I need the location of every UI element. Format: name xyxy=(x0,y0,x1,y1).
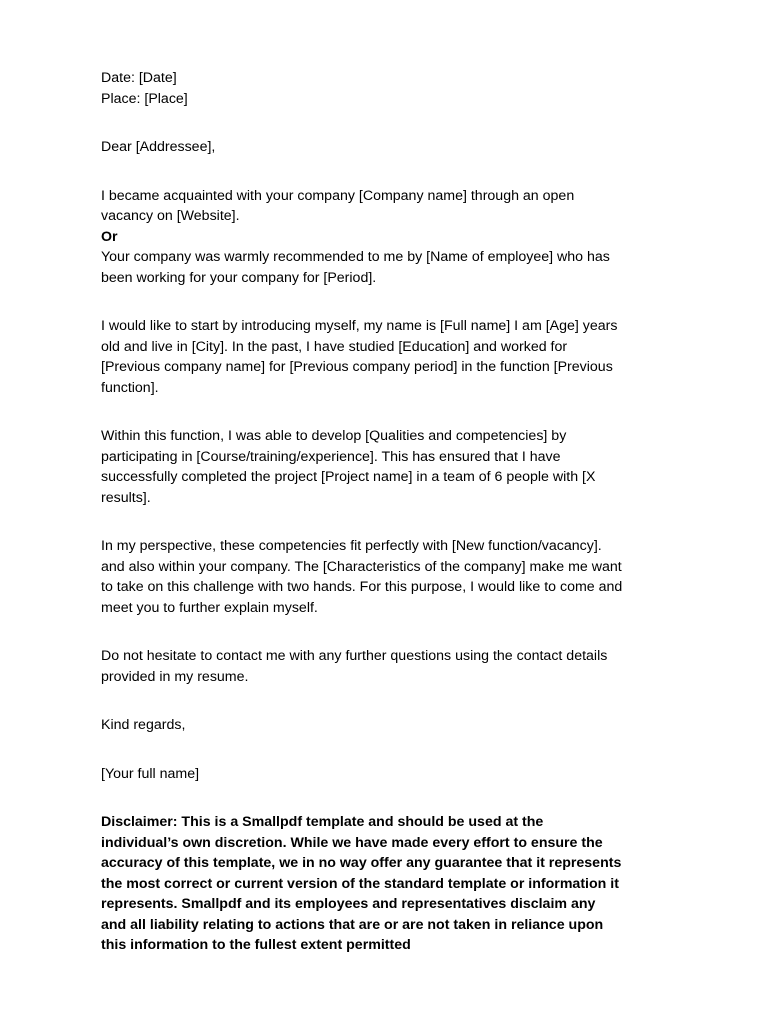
text-line: participating in [Course/training/experience]. This has ensured that I have xyxy=(101,448,561,465)
text-line: In my perspective, these competencies fit perfectly with [New function/vacancy]. xyxy=(101,538,602,554)
paragraph-introduction xyxy=(101,316,681,398)
disclaimer-line: the most correct or current version of the standard template or information it xyxy=(101,875,619,892)
disclaimer-line: individual’s own discretion. While we have made every effort to ensure the xyxy=(101,834,603,851)
text-line: function]. xyxy=(101,379,159,396)
text-line: been working for your company for [Period]. xyxy=(101,269,377,286)
place-line: Place: [Place] xyxy=(101,90,188,107)
text-line: results]. xyxy=(101,489,151,506)
text-line: Do not hesitate to contact me with any further questions using the contact details xyxy=(101,648,608,664)
text-line: and also within your company. The [Characteristics of the company] make me want xyxy=(101,558,622,575)
disclaimer-line: accuracy of this template, we in no way offer any guarantee that it represents xyxy=(101,855,622,871)
text-line: [Previous company name] for [Previous company period] in the function [Previous xyxy=(101,359,613,375)
intro-option-a xyxy=(101,186,681,227)
salutation: Dear [Addressee], xyxy=(101,139,216,155)
letter-document xyxy=(101,68,681,956)
date-line: Date: [Date] xyxy=(101,70,177,86)
text-line: old and live in [City]. In the past, I have studied [Education] and worked for xyxy=(101,338,568,355)
disclaimer-line: and all liability relating to actions that are or are not taken in reliance upon xyxy=(101,916,604,933)
disclaimer-line: represents. Smallpdf and its employees and representatives disclaim any xyxy=(101,896,596,912)
paragraph-perspective xyxy=(101,536,681,618)
text-line: I became acquainted with your company [Company name] through an open xyxy=(101,187,575,204)
intro-option-b xyxy=(101,247,681,288)
disclaimer xyxy=(101,812,681,956)
closing: Kind regards, xyxy=(101,717,186,733)
disclaimer-line: this information to the fullest extent permitted xyxy=(101,937,411,953)
paragraph-contact xyxy=(101,646,681,687)
signature-name: [Your full name] xyxy=(101,765,200,782)
text-line: vacancy on [Website]. xyxy=(101,208,240,224)
text-line: Your company was warmly recommended to me by [Name of employee] who has xyxy=(101,249,610,265)
text-line: meet you to further explain myself. xyxy=(101,599,318,616)
text-line: successfully completed the project [Project name] in a team of 6 people with [X xyxy=(101,469,596,485)
or-label: Or xyxy=(101,228,118,245)
paragraph-function xyxy=(101,426,681,508)
disclaimer-line: Disclaimer: This is a Smallpdf template and should be used at the xyxy=(101,814,544,830)
text-line: provided in my resume. xyxy=(101,668,249,685)
text-line: Within this function, I was able to develop [Qualities and competencies] by xyxy=(101,428,567,444)
text-line: I would like to start by introducing myself, my name is [Full name] I am [Age] years xyxy=(101,318,618,334)
text-line: to take on this challenge with two hands. For this purpose, I would like to come and xyxy=(101,579,623,595)
